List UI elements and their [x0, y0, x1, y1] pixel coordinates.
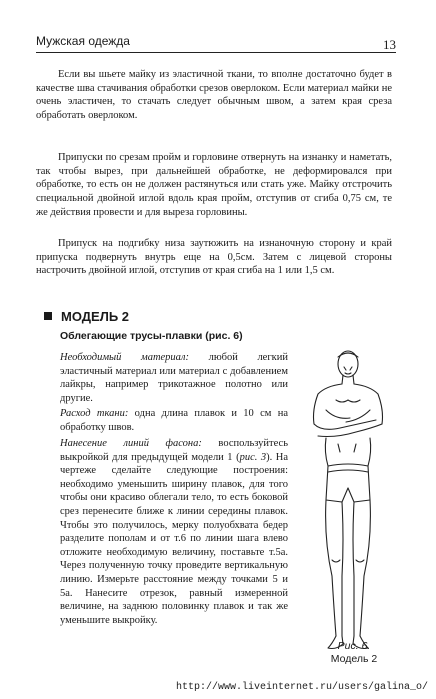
fabric-text: одна длина плавок и 10 см на обработку швов. — [60, 408, 289, 433]
figure-reference: рис. 3 — [239, 451, 267, 463]
material-paragraph — [60, 351, 288, 405]
section-subheading: Облегающие трусы-плавки (рис. 6) — [60, 330, 243, 342]
material-text: любой легкий эластичный материал или материал с добавлением лайкры, например трикотажное полотно или другие. — [60, 352, 288, 404]
running-header — [36, 30, 396, 53]
paragraph-text: Припуски по срезам пройм и горловине отвернуть на изнанку и наметать, так чтобы вырез, при дальнейшей обработке, не деформировался при обработке, то есть он не должен растянуться или стать уже. Майку отстрочить специальной двойной иглой вдоль края пройм, отступив от сгиба 0,75 см, те же действия провести и для выреза горловины. — [36, 152, 392, 218]
paragraph-1 — [36, 68, 392, 123]
section-heading-text: МОДЕЛЬ 2 — [61, 309, 130, 324]
paragraph-2 — [36, 151, 392, 220]
paragraph-text: Припуск на подгибку низа заутюжить на изнаночную сторону и край припуска подвернуть внутрь еще на 0,5см. Затем с лицевой стороны настрочить двойной иглой, отступив от края сгиба на 1 или 1,5 см. — [36, 238, 392, 277]
header-title: Мужская одежда — [36, 34, 130, 48]
paragraph-3 — [36, 237, 392, 278]
fabric-label: Расход ткани: — [60, 408, 129, 419]
lines-paragraph — [60, 437, 288, 627]
material-label: Необходимый материал: — [60, 352, 190, 363]
figure-number: Рис. 6. — [337, 640, 371, 652]
section-heading — [44, 309, 129, 324]
source-watermark: http://www.liveinternet.ru/users/galina_o/ — [175, 682, 428, 693]
fabric-paragraph — [60, 407, 288, 434]
figure-caption-text: Модель 2 — [330, 653, 378, 665]
figure-caption — [304, 640, 404, 666]
bullet-square-icon — [44, 312, 52, 320]
lines-label: Нанесение линий фасона: — [60, 438, 202, 449]
lines-text-1: воспользуйтесь выкройкой для предыдущей модели 1 ( — [60, 438, 288, 463]
lines-text-2: ). На чертеже сделайте следующие построения: необходимо уменьшить ширину плавок, для того чтобы они красиво облегали тело, то есть боковой срез перенесите ближе к линии середины плавок. Чтобы это получилось, мерку полуобхвата бедер разделите пополам и от т.6 по линии шага влево отложите необходимую величину, поставьте т.5а. Через полученную точку проведите вертикальную линию. Измерьте расстояние между точками 5 и 5а. Нанесите отрезок, равный измеренной величине, на заднюю половинку плавок и так же уменьшите выкройку. — [60, 451, 288, 626]
page-number: 13 — [383, 37, 396, 52]
paragraph-text: Если вы шьете майку из эластичной ткани, то вполне достаточно будет в качестве шва стачивания обработки срезов оверлоком. Если материал майки не очень эластичен, то стачать следует обычным швом, а затем края среза обработать оверлоком. — [36, 69, 392, 122]
male-figure-illustration — [296, 340, 402, 660]
